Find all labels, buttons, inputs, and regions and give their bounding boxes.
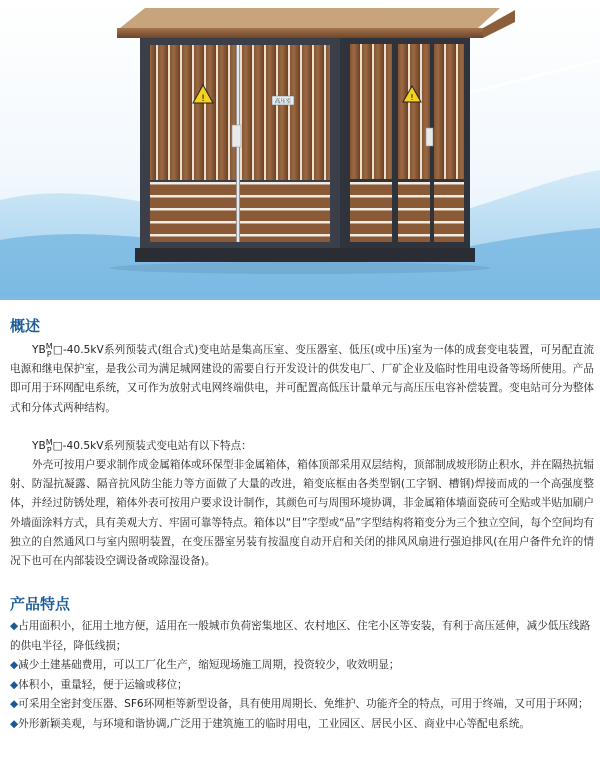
bullet-icon: ◆	[10, 678, 19, 691]
section-title-overview: 概述	[10, 317, 41, 335]
bullet-icon: ◆	[10, 698, 19, 710]
feature-item: ◆体积小，重量轻，便于运输或移位；	[10, 678, 188, 691]
overview-paragraph-2: YBM P□-40.5kV系列预装式变电站有以下特点：	[32, 438, 252, 455]
svg-text:!: !	[410, 93, 414, 102]
features-list	[10, 617, 596, 734]
feature-item: ◆外形新颖美观，与环境和谐协调,广泛用于建筑施工的临时用电，工业园区、居民小区、商业中心等配电系统。	[10, 717, 531, 730]
overview-paragraph-3: 外壳可按用户要求制作成金属箱体或环保型非金属箱体，箱体顶部采用双层结构，顶部制成坡形防止积水，并在隔热抗辐射、防湿抗凝露、隔音抗风防尘能力等方面做了大量的改进，箱变底框由各类型钢(工字钢、槽钢)焊接而成的一个高强度整体，并经过防锈处理，箱体外表可按用户要求设计制作，其颜色可与周围环境协调，非金属箱体墙面瓷砖可全贴或半贴加刷户外墙面涂料方式，具有美观大方、牢固可靠等特点。箱体以“目”字型或“品”字型结构将箱变分为三个独立空间，每个空间均有独立的自然通风口与室内照明装置，在变压器室另装有按温度自动开启和关闭的排风风扇进行强迫排风(在用户备件允许的情况下也可在内部装设空调设备或除湿设备)。	[10, 459, 594, 568]
overview-paragraph-1: YBM P□-40.5kV系列预装式(组合式)变电站是集高压室、变压器室、低压(或中压)室为一体的成套变电装置，可另配直流电源和继电保护室，是我公司为满足城网建设的需要自行开发设计的供发电厂、厂矿企业及临时性用电设备等场所使用。产品即可用于环网配电系统，又可作为放射式电网终端供电，并可配置高低压计量单元与高压压电容补偿装置。变电站可分为整体式和分体式两种结构。	[10, 342, 594, 414]
cabinet-roof	[117, 8, 515, 38]
feature-item: ◆减少土建基础费用，可以工厂化生产，缩短现场施工周期，投资较少，收效明显；	[10, 659, 400, 671]
feature-item: ◆占用面积小，征用土地方便，适用在一般城市负荷密集地区、农村地区、住宅小区等安装，有利于高压延伸，减少低压线路的供电半径，降低线损；	[10, 620, 591, 652]
blue-wave-background	[0, 0, 600, 300]
svg-text:!: !	[201, 94, 205, 104]
door-placard-left: 高压室	[274, 99, 292, 105]
section-title-features: 产品特点	[10, 595, 71, 613]
product-photo	[0, 0, 600, 300]
bullet-icon: ◆	[10, 659, 19, 671]
feature-item: ◆可采用全密封变压器、SF6环网柜等新型设备，具有使用周期长、免维护、功能齐全的特点，可用于终端，又可用于环网；	[10, 698, 589, 710]
bullet-icon: ◆	[10, 717, 19, 730]
bullet-icon: ◆	[10, 620, 19, 632]
